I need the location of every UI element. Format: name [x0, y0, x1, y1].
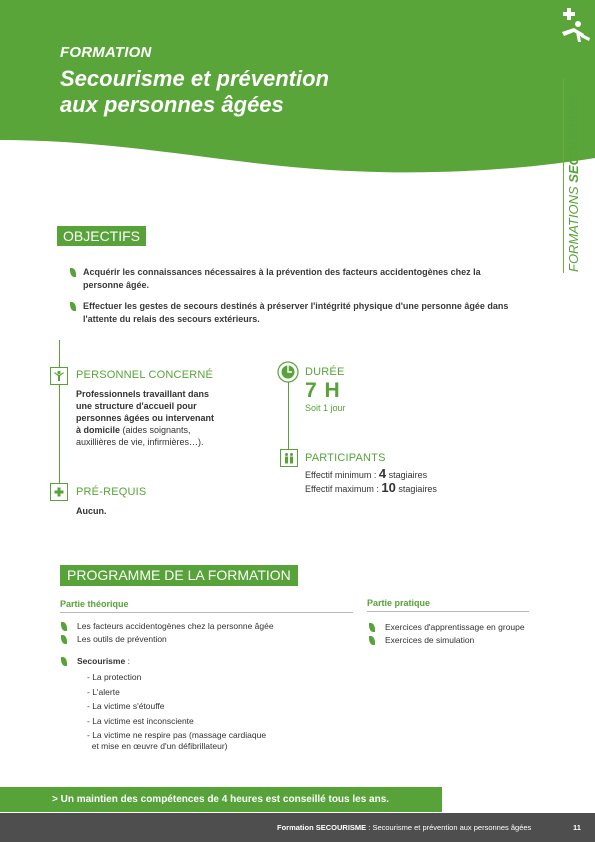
- pratique-list: [367, 621, 537, 647]
- participants-unit: stagiaires: [386, 470, 428, 480]
- duree-title: DURÉE: [305, 366, 345, 378]
- theorique-title: Partie théorique: [60, 599, 129, 609]
- divider: [60, 612, 353, 613]
- participants-max-value: 10: [381, 480, 396, 495]
- personnel-line: à domicile: [76, 425, 121, 435]
- footer-rest: : Secourisme et prévention aux personnes âgées: [366, 823, 532, 832]
- duree-value: 7 H: [305, 379, 341, 402]
- duree-sub: Soit 1 jour: [305, 403, 346, 413]
- leaf-bullet-icon: [61, 657, 67, 666]
- leaf-bullet-icon: [61, 635, 67, 644]
- pratique-title: Partie pratique: [367, 598, 431, 608]
- list-item-text: Les outils de prévention: [77, 634, 167, 644]
- sub-item: et mise en œuvre d'un défibrillateur): [87, 741, 228, 751]
- list-item-text: Exercices d'apprentissage en groupe: [385, 622, 525, 632]
- timeline-line-right: [288, 375, 289, 455]
- participants-max: [305, 482, 437, 495]
- participants-max-label: Effectif maximum :: [305, 484, 382, 494]
- personnel-description: [76, 388, 276, 448]
- group-people-icon: [280, 449, 298, 467]
- leaf-bullet-icon: [369, 623, 375, 632]
- list-item-text: Acquérir les connaissances nécessaires à la prévention des facteurs accidentogènes chez la personne âgée.: [83, 267, 481, 290]
- leaf-bullet-icon: [61, 622, 67, 631]
- page-title: [60, 66, 329, 118]
- page-footer: [0, 813, 595, 842]
- leaf-bullet-icon: [369, 636, 375, 645]
- list-item: [367, 634, 537, 647]
- participants-min-label: Effectif minimum :: [305, 470, 379, 480]
- plus-cross-icon: [50, 483, 68, 501]
- personnel-line: une structure d'accueil pour: [76, 401, 197, 411]
- divider: [367, 611, 529, 612]
- list-item: [70, 300, 520, 326]
- participants-title: PARTICIPANTS: [305, 452, 386, 464]
- list-item: [59, 633, 349, 646]
- page-number: 11: [573, 823, 581, 832]
- programme-tag: PROGRAMME DE LA FORMATION: [60, 565, 298, 586]
- participants-min-value: 4: [378, 466, 387, 481]
- sub-item: - L'alerte: [87, 686, 120, 697]
- list-item-text: Effectuer les gestes de secours destinés à préserver l'intégrité physique d'une personne âgée dans l'attente du relais des secours extérieurs.: [83, 301, 509, 324]
- list-item-text: Les facteurs accidentogènes chez la personne âgée: [77, 621, 274, 631]
- first-aid-person-icon: [556, 2, 592, 46]
- objectifs-tag: OBJECTIFS: [57, 226, 146, 246]
- sub-item: - La victime est inconsciente: [87, 715, 194, 726]
- sub-item: - La victime s'étouffe: [87, 701, 165, 711]
- personnel-line-tail: (aides soignants,: [120, 425, 191, 435]
- participants-min: [305, 468, 427, 481]
- sub-item: - La victime ne respire pas (massage cardiaque: [87, 730, 267, 740]
- list-item: [70, 266, 520, 292]
- footer-text: [277, 813, 531, 842]
- list-item: [59, 620, 349, 633]
- list-item: [367, 621, 537, 634]
- list-item: [59, 655, 349, 668]
- header-kicker: FORMATION: [60, 44, 152, 61]
- side-label-emphasis: SECOURISME: [566, 95, 581, 183]
- clock-icon: [277, 361, 299, 383]
- participants-unit: stagiaires: [395, 484, 437, 494]
- sub-item: - La protection: [87, 672, 142, 682]
- person-raised-arms-icon: [50, 367, 68, 385]
- prerequis-title: PRÉ-REQUIS: [76, 486, 147, 498]
- side-category-label: [566, 95, 581, 272]
- secourisme-colon: :: [125, 656, 130, 666]
- banner-text: > Un maintien des compétences de 4 heures est conseillé tous les ans.: [52, 794, 390, 805]
- recommendation-banner: [0, 787, 442, 812]
- personnel-line: personnes âgées ou intervenant: [76, 413, 215, 423]
- title-line-1: Secourisme et prévention: [60, 66, 329, 91]
- objectifs-list: [70, 266, 520, 334]
- personnel-line: auxillières de vie, infirmières…).: [76, 437, 204, 447]
- secourisme-label: Secourisme: [77, 656, 126, 666]
- footer-bold: Formation SECOURISME: [277, 823, 367, 832]
- side-label-prefix: FORMATIONS: [566, 182, 581, 272]
- timeline-line-left: [59, 340, 60, 486]
- personnel-line: Professionnels travaillant dans: [76, 389, 210, 399]
- leaf-bullet-icon: [70, 268, 76, 277]
- leaf-bullet-icon: [70, 302, 76, 311]
- prerequis-value: Aucun.: [76, 506, 107, 516]
- list-item-text: Exercices de simulation: [385, 635, 475, 645]
- title-line-2: aux personnes âgées: [60, 92, 284, 117]
- theorique-list: [59, 620, 349, 752]
- personnel-title: PERSONNEL CONCERNÉ: [76, 369, 214, 381]
